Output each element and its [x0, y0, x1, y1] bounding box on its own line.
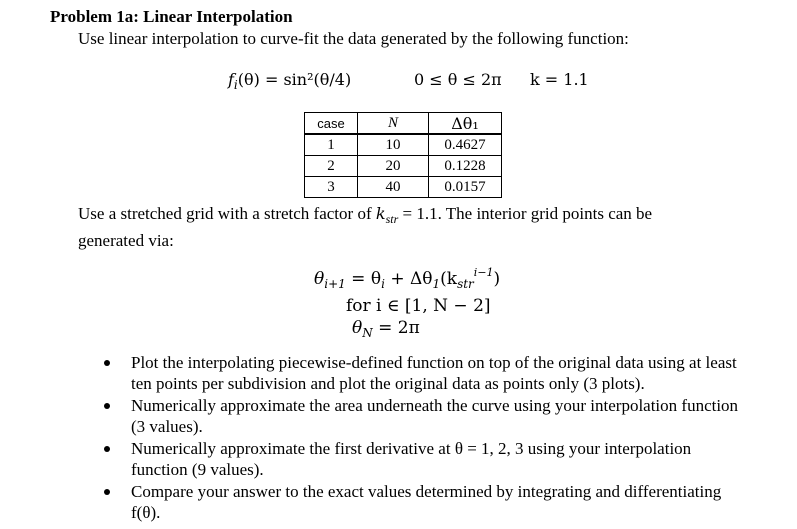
table-row	[305, 177, 502, 198]
list-item: Numerically approximate the first derivative at θ = 1, 2, 3 using your interpolation function (9 values).	[104, 438, 744, 480]
problem-title: Problem 1a: Linear Interpolation	[50, 7, 293, 26]
table-row	[305, 134, 502, 156]
table-cell: 0.1228	[429, 156, 502, 177]
table-cell: 1	[305, 134, 358, 156]
table-header-dtheta: Δθ₁	[429, 113, 502, 135]
table-cell: 3	[305, 177, 358, 198]
grid-equation	[300, 262, 500, 344]
table-row	[305, 156, 502, 177]
table-cell: 0.0157	[429, 177, 502, 198]
k-value: k = 1.1	[530, 70, 589, 89]
intro-text: Use linear interpolation to curve-fit the data generated by the following function:	[78, 29, 629, 48]
bullet-icon	[104, 360, 110, 366]
table-cell: 10	[358, 134, 429, 156]
table-header-case: case	[305, 113, 358, 135]
bullet-icon	[104, 446, 110, 452]
bullet-icon	[104, 489, 110, 495]
list-item: Numerically approximate the area underneath the curve using your interpolation function (3 values).	[104, 395, 744, 437]
task-list	[104, 352, 744, 523]
table-cell: 0.4627	[429, 134, 502, 156]
stretch-grid-text: Use a stretched grid with a stretch factor of $k_{str} = 1.1$. The interior grid points can be generated via:	[78, 204, 653, 250]
table-cell: 40	[358, 177, 429, 198]
grid-equation-line-3: $\theta_N = 2\pi$	[352, 318, 420, 340]
table-cell: 20	[358, 156, 429, 177]
bullet-icon	[104, 403, 110, 409]
grid-equation-line-1: $\theta_{i+1} = \theta_i + \Delta\theta_1(k_{str}^{i-1})$	[314, 266, 501, 291]
grid-equation-line-2: for i ∈ [1, N − 2]	[346, 296, 491, 316]
cases-table	[304, 112, 502, 198]
list-item: Compare your answer to the exact values determined by integrating and differentiating f(θ).	[104, 481, 744, 523]
list-item: Plot the interpolating piecewise-defined function on top of the original data using at least ten points per subdivision and plot the original data as points only (3 plots).	[104, 352, 744, 394]
table-header-n: N	[358, 113, 429, 135]
function-range: 0 ≤ θ ≤ 2π	[414, 70, 502, 89]
function-lhs: $f_i(\theta) = \sin^2(\theta/4)$	[228, 70, 352, 92]
table-cell: 2	[305, 156, 358, 177]
